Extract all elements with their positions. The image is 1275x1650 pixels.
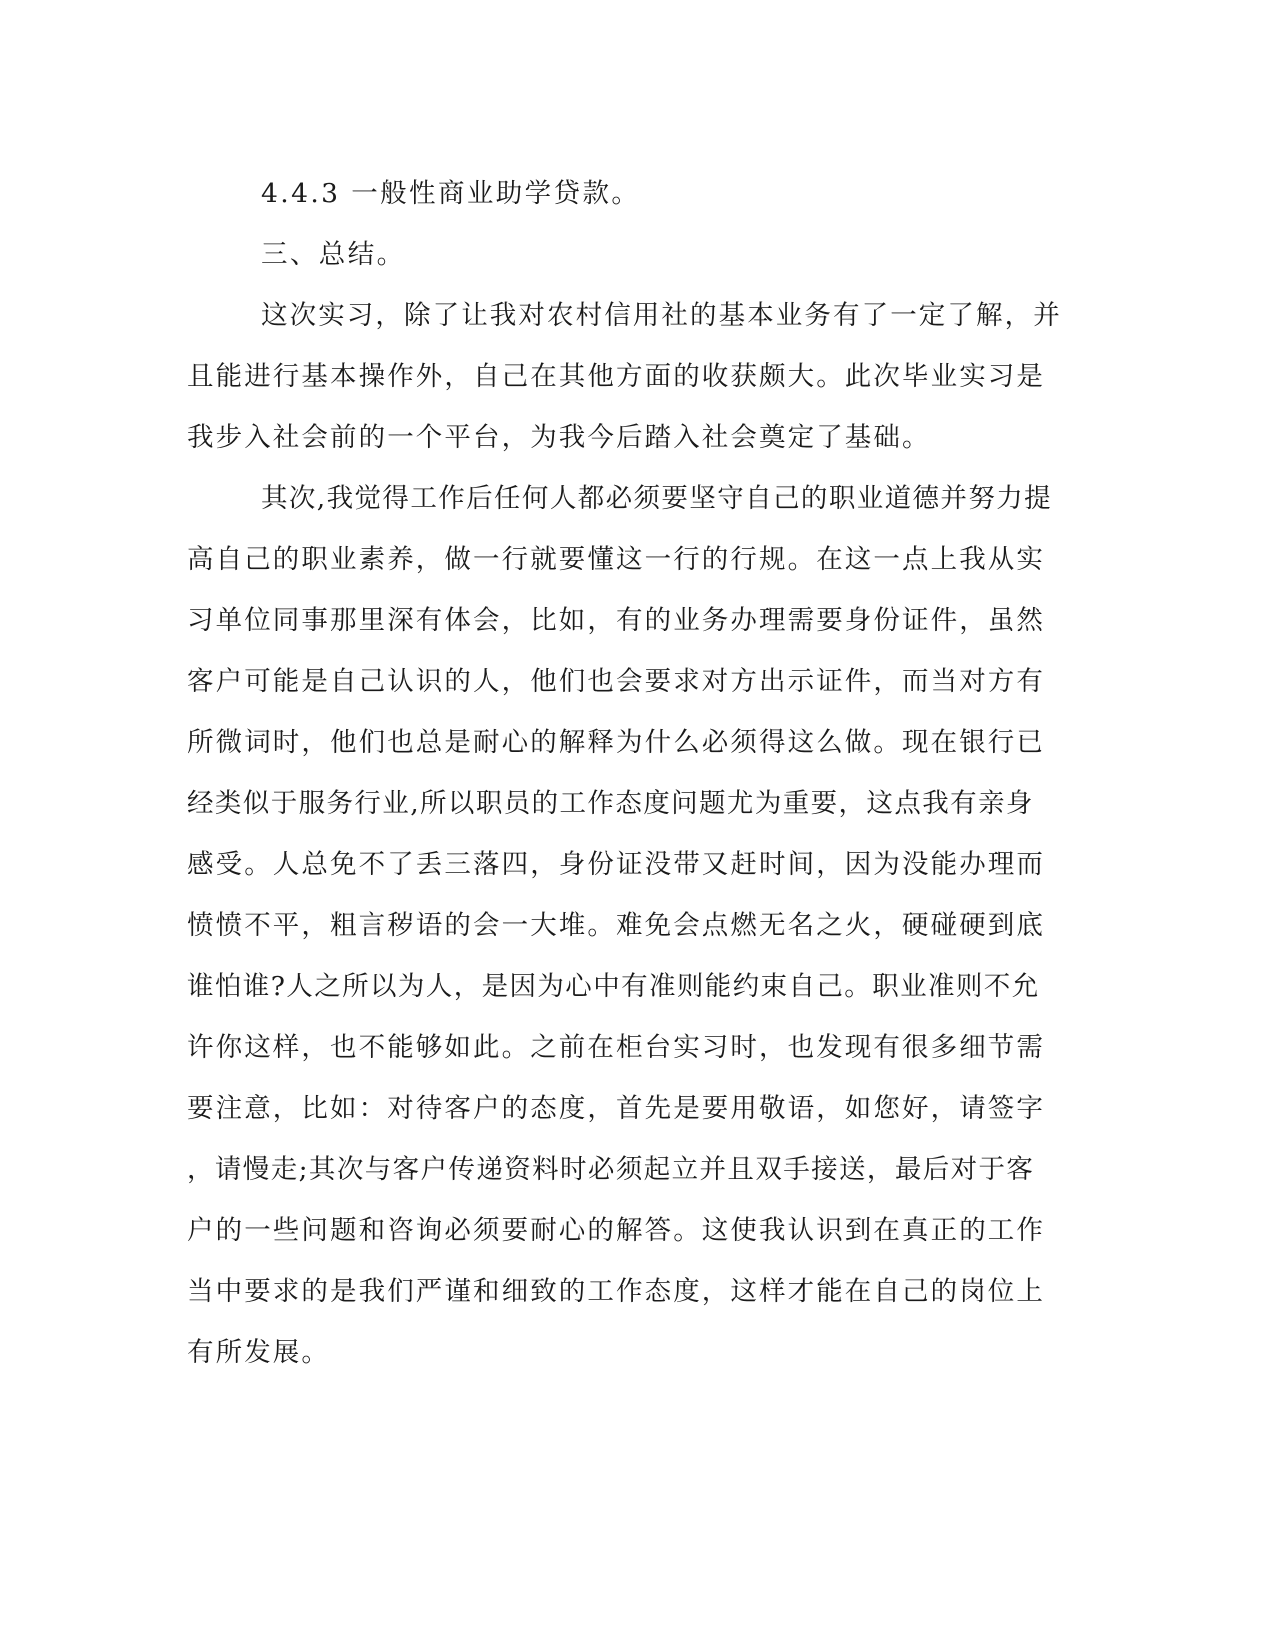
paragraph-line: 这次实习，除了让我对农村信用社的基本业务有了一定了解，并 [261,300,1062,331]
paragraph-line: 客户可能是自己认识的人，他们也会要求对方出示证件，而当对方有 [187,666,1045,697]
paragraph-line: 我步入社会前的一个平台，为我今后踏入社会奠定了基础。 [187,422,931,453]
document-body [187,163,1080,1383]
paragraph-professional-ethics [187,468,1080,1383]
paragraph-line: 且能进行基本操作外，自己在其他方面的收获颇大。此次毕业实习是 [187,361,1045,392]
paragraph-line: 有所发展。 [187,1337,330,1368]
paragraph-line: 经类似于服务行业,所以职员的工作态度问题尤为重要，这点我有亲身 [187,788,1034,819]
paragraph-line: 当中要求的是我们严谨和细致的工作态度，这样才能在自己的岗位上 [187,1276,1045,1307]
paragraph-line: 感受。人总免不了丢三落四，身份证没带又赶时间，因为没能办理而 [187,849,1045,880]
paragraph-line: 习单位同事那里深有体会，比如，有的业务办理需要身份证件，虽然 [187,605,1045,636]
paragraph-line: 要注意，比如：对待客户的态度，首先是要用敬语，如您好，请签字 [187,1093,1045,1124]
paragraph-line: 愤愤不平，粗言秽语的会一大堆。难免会点燃无名之火，硬碰硬到底 [187,910,1045,941]
paragraph-line: 其次,我觉得工作后任何人都必须要坚守自己的职业道德并努力提 [261,483,1053,514]
section-heading: 4.4.3 一般性商业助学贷款。 [261,178,641,209]
paragraph-line: 所微词时，他们也总是耐心的解释为什么必须得这么做。现在银行已 [187,727,1045,758]
paragraph-line: ，请慢走;其次与客户传递资料时必须起立并且双手接送，最后对于客 [187,1154,1035,1185]
paragraph-line: 许你这样，也不能够如此。之前在柜台实习时，也发现有很多细节需 [187,1032,1045,1063]
summary-heading: 三、总结。 [261,239,406,270]
paragraph-line: 谁怕谁?人之所以为人，是因为心中有准则能约束自己。职业准则不允 [187,971,1040,1002]
paragraph-line: 户的一些问题和咨询必须要耐心的解答。这使我认识到在真正的工作 [187,1215,1045,1246]
paragraph-line: 高自己的职业素养，做一行就要懂这一行的行规。在这一点上我从实 [187,544,1045,575]
paragraph-internship-gains [187,285,1080,468]
